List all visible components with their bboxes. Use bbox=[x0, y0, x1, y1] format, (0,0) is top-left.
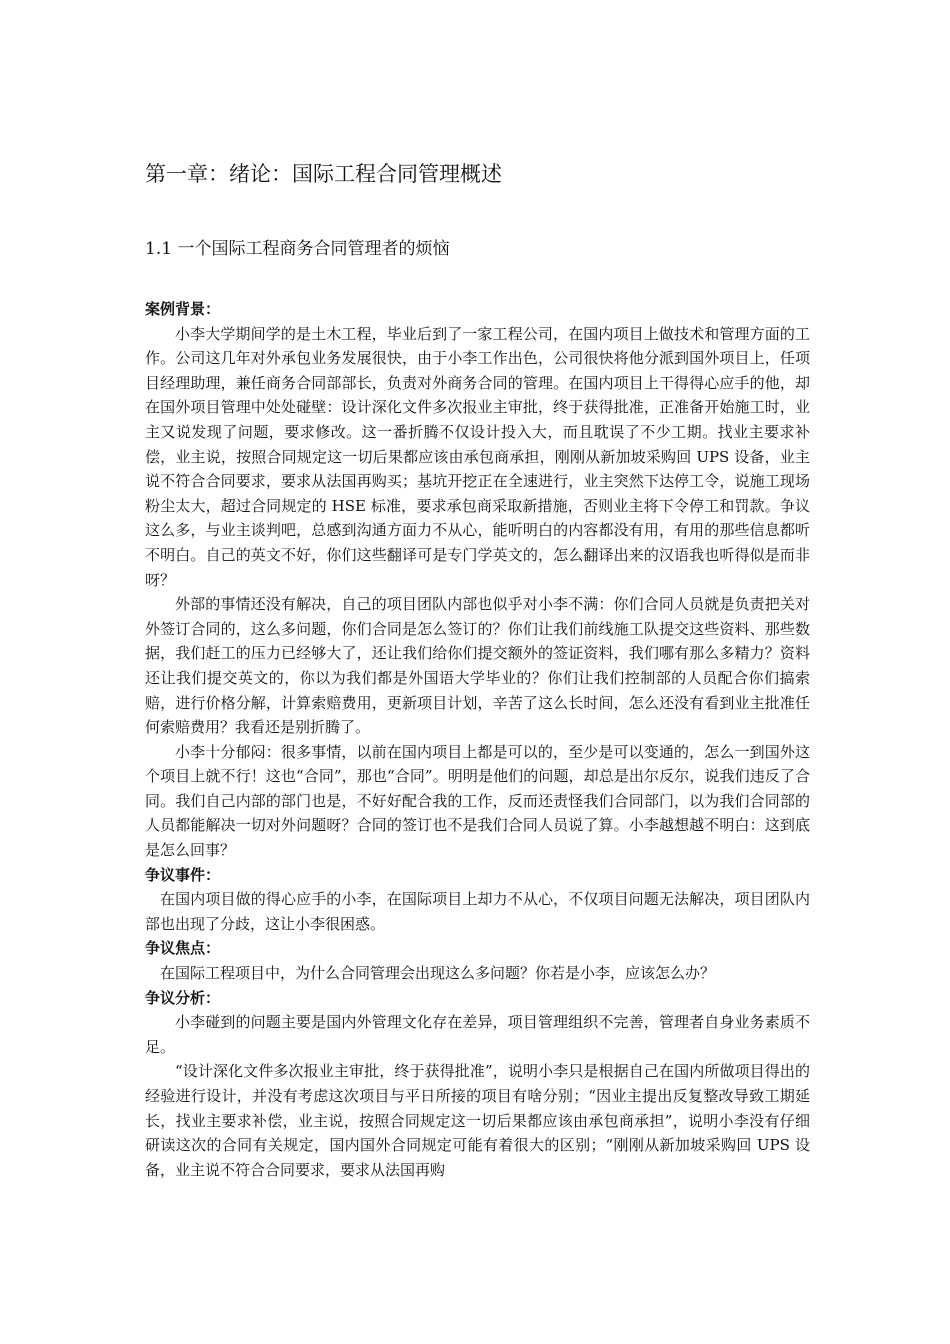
analysis-paragraph-2: “设计深化文件多次报业主审批，终于获得批准”，说明小李只是根据自己在国内所做项目得出的经验进行设计，并没有考虑这次项目与平日所接的项目有啥分别；“因业主提出反复整改导致工期延长，找业主要求补偿，业主说，按照合同规定这一切后果都应该由承包商承担”，说明小李没有仔细研读这次的合同有关规定，国内国外合同规定可能有着很大的区别；“刚刚从新加坡采购回 UPS 设备，业主说不符合合同要求，要求从法国再购 bbox=[145, 1062, 810, 1179]
dispute-focus-text: 在国际工程项目中，为什么合同管理会出现这么多问题？你若是小李，应该怎么办？ bbox=[160, 964, 716, 983]
dispute-event-heading: 争议事件： bbox=[145, 865, 221, 884]
chapter-title: 第一章：绪论：国际工程合同管理概述 bbox=[145, 162, 502, 186]
dispute-analysis-heading: 争议分析： bbox=[145, 988, 221, 1007]
document-body bbox=[145, 297, 810, 1182]
background-paragraph-2: 外部的事情还没有解决，自己的项目团队内部也似乎对小李不满：你们合同人员就是负责把关对外签订合同的，这么多问题，你们合同是怎么签订的？你们让我们前线施工队提交这些资料、那些数据，我们赶工的压力已经够大了，还让我们给你们提交额外的签证资料，我们哪有那么多精力？资料还让我们提交英文的，你以为我们都是外国语大学毕业的？你们让我们控制部的人员配合你们搞索赔，进行价格分解，计算索赔费用，更新项目计划，辛苦了这么长时间，怎么还没有看到业主批准任何索赔费用？我看还是别折腾了。 bbox=[145, 595, 810, 737]
analysis-paragraph-1: 小李碰到的问题主要是国内外管理文化存在差异，项目管理组织不完善，管理者自身业务素质不足。 bbox=[145, 1013, 810, 1056]
dispute-event-text: 在国内项目做的得心应手的小李，在国际项目上却力不从心，不仅项目问题无法解决，项目团队内部也出现了分歧，这让小李很困惑。 bbox=[145, 890, 810, 933]
section-title: 1.1 一个国际工程商务合同管理者的烦恼 bbox=[145, 239, 450, 259]
dispute-focus-heading: 争议焦点： bbox=[145, 939, 221, 958]
background-paragraph-1: 小李大学期间学的是土木工程，毕业后到了一家工程公司，在国内项目上做技术和管理方面的工作。公司这几年对外承包业务发展很快，由于小李工作出色，公司很快将他分派到国外项目上，任项目经理助理，兼任商务合同部部长，负责对外商务合同的管理。在国内项目上干得得心应手的他，却在国外项目管理中处处碰壁：设计深化文件多次报业主审批，终于获得批准，正准备开始施工时，业主又说发现了问题，要求修改。这一番折腾不仅设计投入大，而且耽误了不少工期。找业主要求补偿，业主说，按照合同规定这一切后果都应该由承包商承担，刚刚从新加坡采购回 UPS 设备，业主说不符合合同要求，要求从法国再购买；基坑开挖正在全速进行，业主突然下达停工令，说施工现场粉尘太大，超过合同规定的 HSE 标准，要求承包商采取新措施，否则业主将下令停工和罚款。争议这么多，与业主谈判吧，总感到沟通方面力不从心，能听明白的内容都没有用，有用的那些信息都听不明白。自己的英文不好，你们这些翻译可是专门学英文的，怎么翻译出来的汉语我也听得似是而非呀？ bbox=[145, 324, 810, 589]
background-paragraph-3: 小李十分郁闷：很多事情，以前在国内项目上都是可以的，至少是可以变通的，怎么一到国外这个项目上就不行！这也“合同”，那也“合同”。明明是他们的问题，却总是出尔反尔，说我们违反了合同。我们自己内部的部门也是，不好好配合我的工作，反而还责怪我们合同部门，以为我们合同部的人员都能解决一切对外问题呀？合同的签订也不是我们合同人员说了算。小李越想越不明白：这到底是怎么回事？ bbox=[145, 742, 810, 860]
background-heading: 案例背景： bbox=[145, 300, 221, 318]
